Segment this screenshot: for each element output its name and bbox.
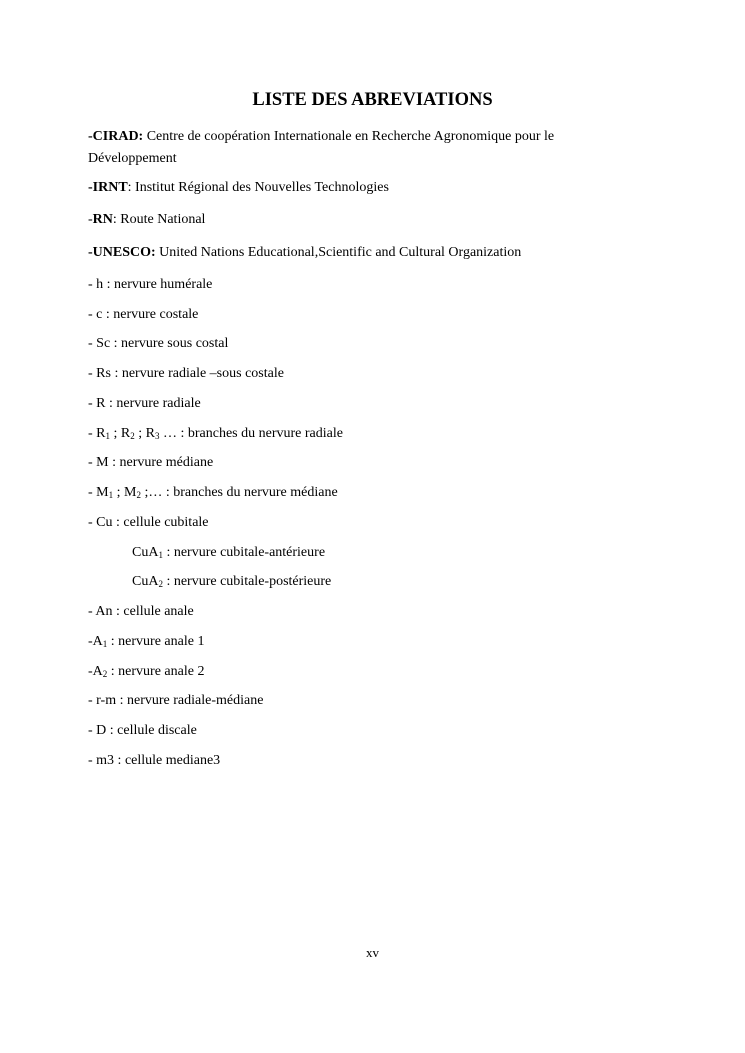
text-part: : nervure cubitale-antérieure — [162, 545, 326, 560]
subscript: 1 — [105, 431, 110, 441]
abbr-irnt — [88, 180, 389, 196]
subscript: 3 — [154, 431, 160, 441]
item-c: - c : nervure costale — [88, 307, 199, 322]
text-part: -A — [88, 664, 103, 679]
item-r: - R : nervure radiale — [88, 396, 201, 411]
subscript: 1 — [108, 490, 114, 500]
item-an: - An : cellule anale — [88, 604, 194, 619]
text-part: ; R — [134, 426, 155, 441]
abbr-unesco — [88, 245, 521, 261]
item-sc: - Sc : nervure sous costal — [88, 336, 229, 351]
subscript: 1 — [158, 550, 163, 560]
subscript: 2 — [158, 579, 163, 589]
abbr-text: Centre de coopération Internationale en Recherche Agronomique pour le Développement — [88, 129, 555, 166]
subscript: 2 — [130, 431, 135, 441]
abbr-key: -UNESCO: — [88, 245, 156, 260]
item-a1 — [88, 634, 204, 650]
item-h: - h : nervure humérale — [88, 277, 213, 292]
text-part: : nervure anale 1 — [107, 634, 205, 649]
item-d: - D : cellule discale — [88, 723, 197, 738]
abbr-key: -IRNT — [88, 180, 128, 195]
subscript: 2 — [136, 490, 141, 500]
abbr-key: -CIRAD: — [88, 129, 144, 144]
item-m-branches — [88, 485, 338, 501]
page-title: LISTE DES ABREVIATIONS — [252, 90, 493, 110]
abbr-rn — [88, 212, 205, 228]
abbr-text: : Institut Régional des Nouvelles Technologies — [127, 180, 389, 195]
item-cua1 — [132, 545, 325, 561]
abbr-text: United Nations Educational,Scientific and Cultural Organization — [155, 245, 522, 260]
item-cua2 — [132, 574, 331, 590]
item-cu: - Cu : cellule cubitale — [88, 515, 209, 530]
item-a2 — [88, 664, 204, 680]
text-part: : nervure cubitale-postérieure — [162, 574, 332, 589]
page-number: xv — [366, 945, 379, 960]
text-part: ; R — [110, 426, 131, 441]
text-part: - R — [88, 426, 106, 441]
item-m: - M : nervure médiane — [88, 455, 214, 470]
item-r-branches — [88, 426, 343, 442]
subscript: 1 — [102, 639, 108, 649]
text-part: : nervure anale 2 — [107, 664, 205, 679]
subscript: 2 — [102, 669, 108, 679]
text-part: CuA — [132, 574, 159, 589]
abbr-prefix: - — [88, 212, 93, 227]
text-part: - M — [88, 485, 109, 500]
text-part: CuA — [132, 545, 159, 560]
text-part: -A — [88, 634, 103, 649]
text-part: ; M — [113, 485, 137, 500]
abbr-text: : Route National — [112, 212, 206, 227]
abbr-key: RN — [92, 212, 113, 227]
text-part: ;… : branches du nervure médiane — [140, 485, 338, 500]
item-rm: - r-m : nervure radiale-médiane — [88, 693, 264, 708]
item-rs: - Rs : nervure radiale –sous costale — [88, 366, 284, 381]
text-part: … : branches du nervure radiale — [159, 426, 343, 441]
item-m3: - m3 : cellule mediane3 — [88, 753, 221, 768]
abbr-cirad — [88, 126, 628, 170]
